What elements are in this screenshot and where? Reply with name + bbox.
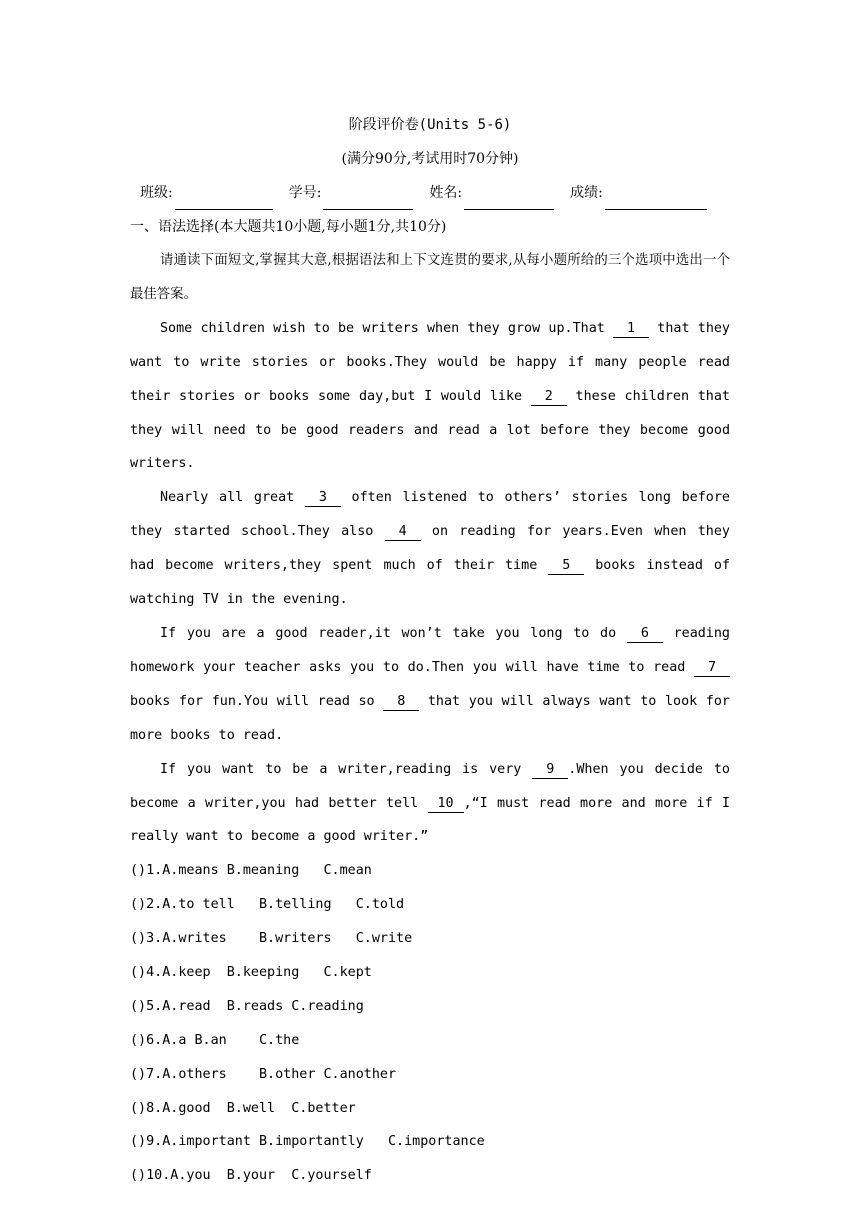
score-field	[570, 176, 707, 210]
name-field	[429, 176, 554, 210]
student-number-blank[interactable]	[323, 187, 413, 210]
blank-10: 10	[428, 796, 464, 813]
blank-7: 7	[694, 660, 730, 677]
passage-text: Nearly all great	[160, 490, 305, 506]
section-heading: 一、语法选择(本大题共10小题,每小题1分,共10分)	[130, 219, 447, 235]
passage-text: on reading for years.Even when they had become writers,they spent much of their time	[130, 524, 730, 574]
class-field	[140, 176, 273, 210]
passage-text: that they want to write stories or books.They would be happy if many people read their stories or books some day,but I would like	[130, 320, 730, 404]
name-label: 姓名:	[429, 185, 463, 201]
passage-paragraph-4	[130, 753, 730, 855]
answer-options	[130, 854, 730, 1193]
passage-text: Some children wish to be writers when they grow up.That	[160, 320, 614, 336]
exam-title: 阶段评价卷(Units 5-6)	[348, 117, 512, 133]
blank-2: 2	[531, 389, 567, 406]
passage-paragraph-1	[130, 312, 730, 482]
option-row-9: ()9.A.important B.importantly C.importance	[130, 1134, 485, 1150]
blank-3: 3	[305, 490, 341, 507]
option-row-2: ()2.A.to tell B.telling C.told	[130, 897, 405, 913]
option-row-4: ()4.A.keep B.keeping C.kept	[130, 964, 372, 980]
blank-9: 9	[532, 762, 568, 779]
exam-page	[130, 108, 730, 1193]
blank-1: 1	[613, 321, 649, 338]
option-row-5: ()5.A.read B.reads C.reading	[130, 998, 364, 1014]
score-label: 成绩:	[570, 185, 603, 201]
passage-text: books instead of watching TV in the evening.	[130, 558, 731, 608]
passage-paragraph-3	[130, 617, 730, 753]
class-blank[interactable]	[175, 187, 273, 210]
passage-text: ,“I must read more and more if I really want to become a good writer.”	[130, 795, 730, 845]
passage-text: .When you decide to become a writer,you had better tell	[130, 761, 730, 811]
passage-text: reading homework your teacher asks you to do.Then you will have time to read	[130, 625, 730, 675]
passage-paragraph-2	[130, 481, 730, 617]
passage-text: If you want to be a writer,reading is very	[160, 761, 533, 777]
student-number-field	[289, 176, 414, 210]
option-row-3: ()3.A.writes B.writers C.write	[130, 931, 413, 947]
option-row-10: ()10.A.you B.your C.yourself	[130, 1168, 372, 1184]
section-instruction: 请通读下面短文,掌握其大意,根据语法和上下文连贯的要求,从每小题所给的三个选项中选出一个最佳答案。	[130, 253, 730, 302]
passage-text: these children that they will need to be good readers and read a lot before they become good writers.	[130, 388, 730, 472]
blank-6: 6	[627, 626, 663, 643]
passage-text: books for fun.You will read so	[130, 693, 384, 709]
blank-8: 8	[383, 694, 419, 711]
passage-text: If you are a good reader,it won’t take you long to do	[160, 625, 627, 641]
name-blank[interactable]	[464, 187, 554, 210]
score-blank[interactable]	[605, 187, 707, 210]
option-row-1: ()1.A.means B.meaning C.mean	[130, 863, 372, 879]
student-info-row	[130, 176, 730, 210]
option-row-8: ()8.A.good B.well C.better	[130, 1100, 356, 1116]
option-row-6: ()6.A.a B.an C.the	[130, 1032, 300, 1048]
passage-text: that you will always want to look for more books to read.	[130, 693, 730, 743]
passage-text: often listened to others’ stories long before they started school.They also	[130, 490, 730, 540]
exam-subtitle: (满分90分,考试用时70分钟)	[341, 151, 519, 167]
blank-5: 5	[548, 558, 584, 575]
student-number-label: 学号:	[288, 185, 322, 201]
option-row-7: ()7.A.others B.other C.another	[130, 1066, 397, 1082]
class-label: 班级:	[140, 185, 173, 201]
blank-4: 4	[385, 524, 421, 541]
